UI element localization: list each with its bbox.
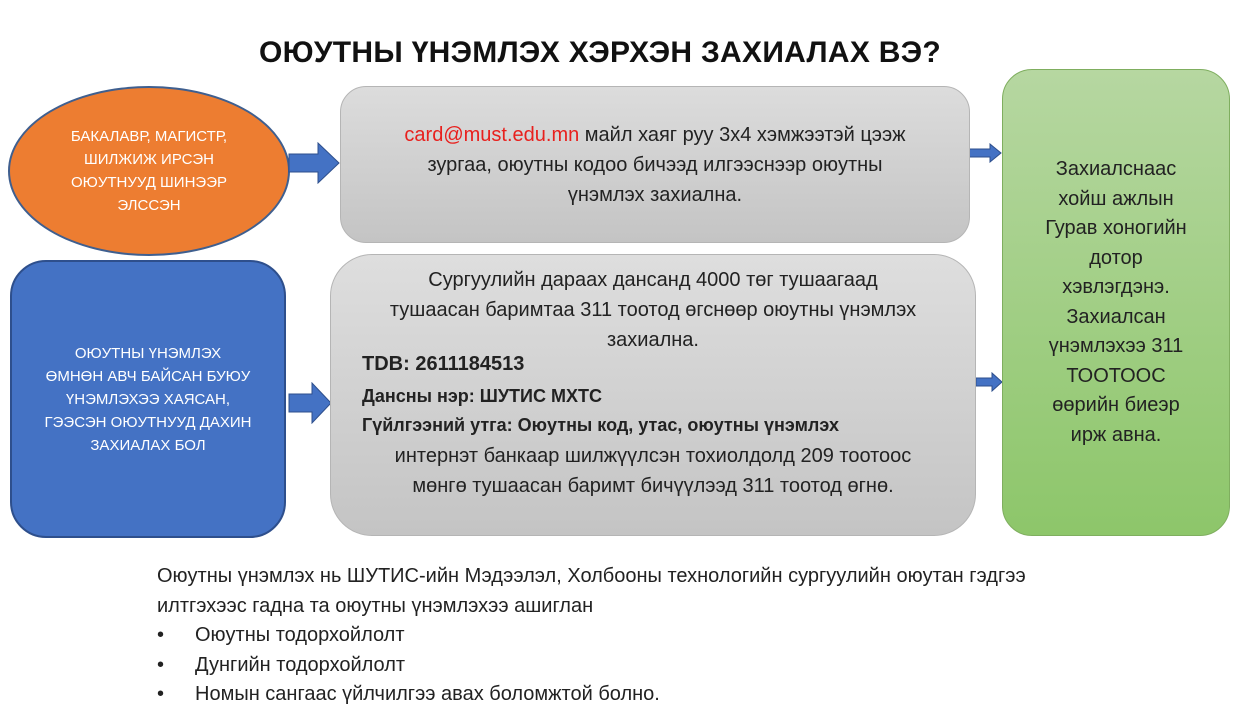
benefits-list	[157, 621, 1157, 710]
email-order-line	[355, 120, 955, 150]
benefits-intro-line: Оюутны үнэмлэх нь ШУТИС-ийн Мэдээлэл, Холбооны технологийн сургуулийн оюутан гэдгээ	[157, 565, 1026, 587]
reorder-students-text	[28, 342, 268, 457]
transfer-note-line: мөнгө тушаасан баримт бичүүлээд 311 тоотод өгнө.	[412, 475, 894, 497]
list-item	[157, 680, 1157, 710]
email-order-line: үнэмлэх захиална.	[567, 183, 743, 206]
green-line: хойш ажлын	[1058, 187, 1174, 210]
email-order-box	[340, 86, 970, 243]
intro-line: тушаасан баримтаа 311 тоотод өгснөөр оюутны үнэмлэх	[389, 299, 917, 321]
email-link[interactable]: card@must.edu.mn	[404, 123, 580, 146]
list-item	[157, 621, 1157, 651]
intro-line: Сургуулийн дараах дансанд 4000 төг тушаагаад	[428, 269, 878, 291]
green-line: Захиалснаас	[1055, 158, 1177, 180]
list-item-label: Номын сангаас үйлчилгээ авах боломжтой болно.	[195, 683, 660, 705]
blue-line: ӨМНӨН АВЧ БАЙСАН БУЮУ	[45, 367, 251, 385]
bullet-icon: •	[157, 624, 165, 646]
benefits-intro-line: илтгэхээс гадна та оюутны үнэмлэхээ ашиглан	[157, 594, 594, 617]
transfer-note-line: интернэт банкаар шилжүүлсэн тохиолдолд 209 тоотоос	[394, 445, 912, 467]
new-students-ellipse	[8, 86, 290, 256]
arrow-right-icon	[975, 372, 1003, 392]
list-item-label: Дунгийн тодорхойлолт	[195, 653, 406, 676]
email-order-text	[355, 120, 955, 210]
arrow-right-icon	[968, 143, 1002, 163]
page-title: ОЮУТНЫ ҮНЭМЛЭХ ХЭРХЭН ЗАХИАЛАХ ВЭ?	[258, 36, 942, 69]
green-line: хэвлэгдэнэ.	[1062, 276, 1170, 298]
green-line: ирж авна.	[1070, 423, 1162, 446]
ellipse-line: ЭЛССЭН	[117, 197, 181, 214]
blue-line: ОЮУТНЫ ҮНЭМЛЭХ	[74, 344, 222, 362]
green-line: өөрийн биеэр	[1052, 394, 1180, 416]
reorder-students-box	[10, 260, 286, 538]
benefits-section	[157, 562, 1157, 710]
arrow-right-icon	[288, 142, 340, 184]
green-line: дотор	[1089, 246, 1143, 269]
ellipse-line: ШИЛЖИЖ ИРСЭН	[84, 151, 214, 168]
blue-line: ЗАХИАЛАХ БОЛ	[90, 436, 206, 454]
blue-line: ҮНЭМЛЭХЭЭ ХАЯСАН,	[65, 390, 231, 408]
list-item-label: Оюутны тодорхойлолт	[195, 624, 405, 646]
green-line: Захиалсан	[1066, 305, 1166, 328]
bank-payment-box	[330, 254, 976, 536]
blue-line: ГЭЭСЭН ОЮУТНУУД ДАХИН	[44, 413, 252, 431]
new-students-text	[54, 125, 244, 217]
ellipse-line: ОЮУТНУУД ШИНЭЭР	[71, 174, 227, 191]
green-line: ТООТООС	[1066, 364, 1166, 387]
ellipse-line: БАКАЛАВР, МАГИСТР,	[70, 128, 228, 145]
bank-account-number: TDB: 2611184513	[362, 353, 525, 375]
pickup-info-text	[1016, 155, 1216, 450]
bullet-icon: •	[157, 683, 165, 705]
bullet-icon: •	[157, 653, 165, 676]
arrow-right-icon	[288, 382, 332, 424]
green-line: үнэмлэхээ 311	[1048, 335, 1184, 357]
bank-payment-intro	[341, 265, 965, 355]
intro-line: захиална.	[607, 329, 699, 351]
transaction-description: Гүйлгээний утга: Оюутны код, утас, оюутны үнэмлэх	[362, 415, 840, 435]
email-order-line-rest: майл хаяг руу 3х4 хэмжээтэй цээж	[579, 123, 906, 146]
green-line: Гурав хоногийн	[1045, 217, 1187, 239]
email-order-line: зургаа, оюутны кодоо бичээд илгээснээр оюутны	[427, 153, 883, 176]
account-name: Дансны нэр: ШУТИС МХТС	[362, 386, 602, 406]
list-item	[157, 651, 1157, 681]
pickup-info-box	[1002, 69, 1230, 536]
